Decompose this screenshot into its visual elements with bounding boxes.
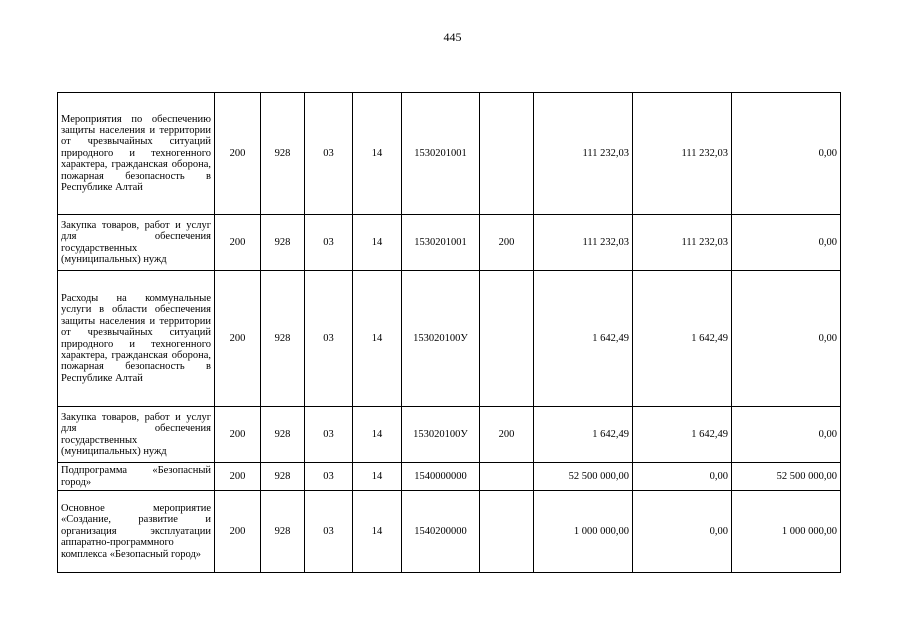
row-amount2: 1 642,49 [633,271,732,407]
row-section: 03 [305,407,353,463]
row-code2: 928 [261,93,305,215]
row-type: 200 [480,407,534,463]
table-row [58,407,841,463]
row-amount3: 0,00 [732,407,841,463]
row-subsection: 14 [353,463,402,491]
row-amount2: 111 232,03 [633,93,732,215]
row-code2: 928 [261,271,305,407]
row-target: 153020100У [402,271,480,407]
row-code1: 200 [215,463,261,491]
row-target: 1540200000 [402,491,480,573]
table-row [58,491,841,573]
table-row [58,93,841,215]
table-row [58,271,841,407]
row-subsection: 14 [353,271,402,407]
row-target: 1530201001 [402,215,480,271]
row-code1: 200 [215,491,261,573]
row-section: 03 [305,93,353,215]
row-target: 1530201001 [402,93,480,215]
row-name: Основное мероприятие «Создание, развитие и организация эксплуатации аппаратно-программного комплекса «Безопасный город» [58,491,215,573]
row-code1: 200 [215,271,261,407]
row-type [480,271,534,407]
row-name: Закупка товаров, работ и услуг для обеспечения государственных (муниципальных) нужд [58,215,215,271]
row-amount1: 111 232,03 [534,215,633,271]
row-section: 03 [305,463,353,491]
row-amount2: 0,00 [633,463,732,491]
row-code1: 200 [215,215,261,271]
row-section: 03 [305,491,353,573]
table-row [58,215,841,271]
row-amount2: 0,00 [633,491,732,573]
row-name: Расходы на коммунальные услуги в области обеспечения защиты населения и территории от чрезвычайных ситуаций природного и техногенного характера, гражданская оборона, пожарная безопасность в Республике Алтай [58,271,215,407]
row-amount1: 1 642,49 [534,407,633,463]
row-type: 200 [480,215,534,271]
row-section: 03 [305,271,353,407]
row-type [480,463,534,491]
row-code1: 200 [215,93,261,215]
budget-table [57,92,841,573]
row-amount3: 0,00 [732,93,841,215]
row-subsection: 14 [353,407,402,463]
row-target: 1540000000 [402,463,480,491]
row-amount3: 0,00 [732,271,841,407]
row-amount3: 0,00 [732,215,841,271]
row-amount3: 1 000 000,00 [732,491,841,573]
row-name: Мероприятия по обеспечению защиты населения и территории от чрезвычайных ситуаций природного и техногенного характера, гражданская оборона, пожарная безопасность в Республике Алтай [58,93,215,215]
row-amount1: 1 642,49 [534,271,633,407]
row-name: Закупка товаров, работ и услуг для обеспечения государственных (муниципальных) нужд [58,407,215,463]
row-target: 153020100У [402,407,480,463]
row-code2: 928 [261,463,305,491]
row-subsection: 14 [353,93,402,215]
page-number: 445 [443,30,462,44]
table-row [58,463,841,491]
row-subsection: 14 [353,491,402,573]
row-amount2: 1 642,49 [633,407,732,463]
row-amount2: 111 232,03 [633,215,732,271]
row-type [480,93,534,215]
row-amount3: 52 500 000,00 [732,463,841,491]
row-code2: 928 [261,407,305,463]
row-type [480,491,534,573]
row-code2: 928 [261,491,305,573]
row-amount1: 111 232,03 [534,93,633,215]
row-subsection: 14 [353,215,402,271]
row-amount1: 52 500 000,00 [534,463,633,491]
row-code2: 928 [261,215,305,271]
row-name: Подпрограмма «Безопасный город» [58,463,215,491]
row-section: 03 [305,215,353,271]
row-amount1: 1 000 000,00 [534,491,633,573]
row-code1: 200 [215,407,261,463]
